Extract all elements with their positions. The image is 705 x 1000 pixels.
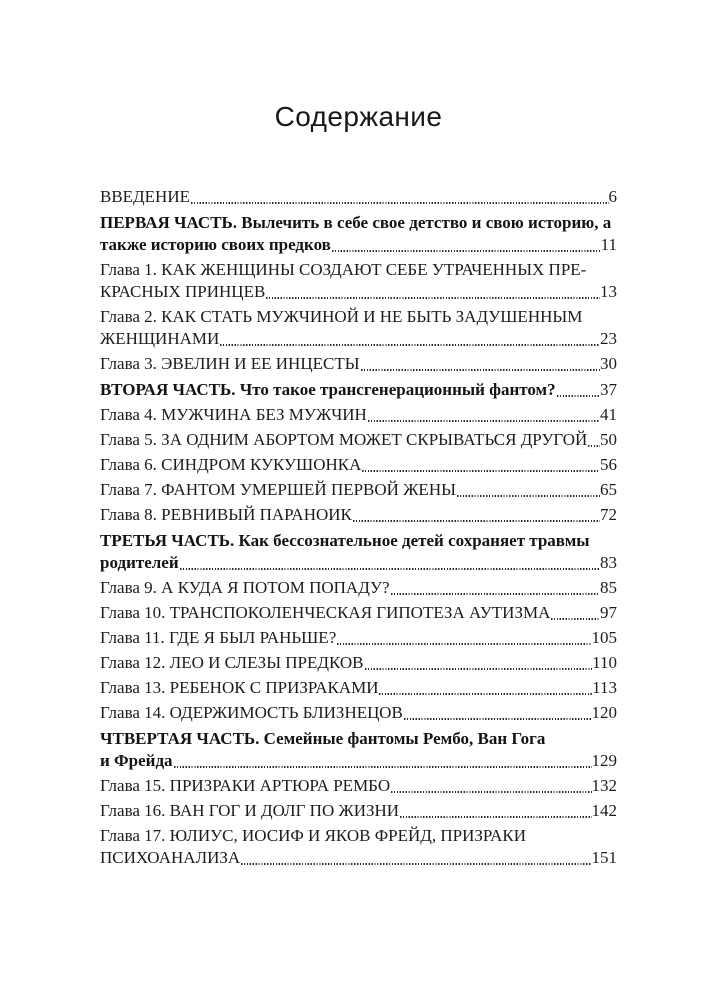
toc-entry <box>100 577 617 599</box>
toc-entry-last-line <box>100 281 617 303</box>
toc-entry-last-line <box>100 404 617 426</box>
toc-entry-line: Глава 17. ЮЛИУС, ИОСИФ И ЯКОВ ФРЕЙД, ПРИЗРАКИ <box>100 825 527 845</box>
toc-entry <box>100 728 617 772</box>
toc-entry-page-number: 72 <box>600 504 617 524</box>
toc-entry-page-number: 41 <box>600 404 617 424</box>
toc-entry-page-number: 85 <box>600 577 617 597</box>
dot-leader <box>379 693 592 695</box>
toc-entry-page-number: 37 <box>600 379 617 399</box>
toc-entry-text: ЖЕНЩИНАМИ <box>100 328 220 348</box>
page-title: Содержание <box>274 101 443 132</box>
dot-leader <box>220 344 600 346</box>
toc-entry-last-line <box>100 775 617 797</box>
dot-leader <box>361 369 600 371</box>
toc-entry-last-line <box>100 750 617 772</box>
toc-entry-text: родителей <box>100 552 179 572</box>
toc-entry-page-number: 56 <box>600 454 617 474</box>
toc-entry-text: Глава 11. ГДЕ Я БЫЛ РАНЬШЕ? <box>100 627 337 647</box>
toc-entry-last-line <box>100 479 617 501</box>
toc-entry <box>100 429 617 451</box>
toc-entry-line: Глава 2. КАК СТАТЬ МУЖЧИНОЙ И НЕ БЫТЬ ЗАДУШЕННЫМ <box>100 306 583 326</box>
toc-entry-page-number: 129 <box>591 750 617 770</box>
dot-leader <box>404 718 592 720</box>
toc-entry-text: Глава 4. МУЖЧИНА БЕЗ МУЖЧИН <box>100 404 367 424</box>
dot-leader <box>400 816 591 818</box>
toc-entry-last-line <box>100 454 617 476</box>
toc-entry <box>100 479 617 501</box>
toc-entry <box>100 800 617 822</box>
toc-entry-page-number: 23 <box>600 328 617 348</box>
toc-entry-page-number: 6 <box>608 186 617 206</box>
toc-entry-page-number: 120 <box>591 702 617 722</box>
toc-entry-text: Глава 10. ТРАНСПОКОЛЕНЧЕСКАЯ ГИПОТЕЗА АУТИЗМА <box>100 602 551 622</box>
toc-entry <box>100 677 617 699</box>
toc-entry-line: ПЕРВАЯ ЧАСТЬ. Вылечить в себе свое детство и свою историю, а <box>100 212 612 232</box>
toc-entry-text: Глава 16. ВАН ГОГ И ДОЛГ ПО ЖИЗНИ <box>100 800 400 820</box>
toc-entry <box>100 259 617 303</box>
toc-entry-last-line <box>100 602 617 624</box>
dot-leader <box>391 791 591 793</box>
toc-entry-last-line <box>100 677 617 699</box>
toc-entry-text: КРАСНЫХ ПРИНЦЕВ <box>100 281 266 301</box>
dot-leader <box>557 395 600 397</box>
toc-entry <box>100 404 617 426</box>
dot-leader <box>332 250 601 252</box>
toc-entry <box>100 186 617 208</box>
toc-entry-last-line <box>100 847 617 869</box>
toc-entry-page-number: 132 <box>591 775 617 795</box>
toc-entry <box>100 379 617 401</box>
dot-leader <box>457 495 600 497</box>
toc-entry-page-number: 151 <box>591 847 617 867</box>
toc-entry-text: также историю своих предков <box>100 234 331 254</box>
toc-entry-text: Глава 6. СИНДРОМ КУКУШОНКА <box>100 454 362 474</box>
toc-entry-page-number: 50 <box>600 429 617 449</box>
toc-entry-page-number: 83 <box>600 552 617 572</box>
dot-leader <box>362 470 600 472</box>
dot-leader <box>191 202 609 204</box>
toc-entry-text: Глава 13. РЕБЕНОК С ПРИЗРАКАМИ <box>100 677 379 697</box>
toc-entry <box>100 454 617 476</box>
toc-entry-page-number: 11 <box>600 234 617 254</box>
toc-entry <box>100 353 617 375</box>
toc-entry-text: ВВЕДЕНИЕ <box>100 186 190 206</box>
toc-entry-text: Глава 7. ФАНТОМ УМЕРШЕЙ ПЕРВОЙ ЖЕНЫ <box>100 479 456 499</box>
toc-list <box>100 186 617 869</box>
dot-leader <box>551 618 600 620</box>
dot-leader <box>180 568 600 570</box>
toc-entry-line: ТРЕТЬЯ ЧАСТЬ. Как бессознательное детей сохраняет травмы <box>100 530 590 550</box>
toc-entry-line: Глава 1. КАК ЖЕНЩИНЫ СОЗДАЮТ СЕБЕ УТРАЧЕННЫХ ПРЕ- <box>100 259 587 279</box>
toc-entry-text: Глава 3. ЭВЕЛИН И ЕЕ ИНЦЕСТЫ <box>100 353 360 373</box>
toc-entry-last-line <box>100 627 617 649</box>
dot-leader <box>368 420 600 422</box>
toc-entry-text: Глава 15. ПРИЗРАКИ АРТЮРА РЕМБО <box>100 775 391 795</box>
toc-entry-text: Глава 5. ЗА ОДНИМ АБОРТОМ МОЖЕТ СКРЫВАТЬСЯ ДРУГОЙ <box>100 429 588 449</box>
toc-entry <box>100 825 617 869</box>
toc-entry-page-number: 110 <box>592 652 617 672</box>
toc-entry-text: и Фрейда <box>100 750 173 770</box>
dot-leader <box>241 863 591 865</box>
toc-entry-last-line <box>100 702 617 724</box>
toc-entry-text: Глава 9. А КУДА Я ПОТОМ ПОПАДУ? <box>100 577 390 597</box>
toc-entry <box>100 627 617 649</box>
toc-entry <box>100 504 617 526</box>
toc-entry-text: ВТОРАЯ ЧАСТЬ. Что такое трансгенерационный фантом? <box>100 379 556 399</box>
toc-entry <box>100 306 617 350</box>
toc-entry-last-line <box>100 577 617 599</box>
toc-entry-page-number: 13 <box>600 281 617 301</box>
dot-leader <box>266 297 600 299</box>
toc-entry-last-line <box>100 800 617 822</box>
toc-entry-last-line <box>100 652 617 674</box>
toc-entry-page-number: 142 <box>591 800 617 820</box>
dot-leader <box>353 520 600 522</box>
toc-entry-page-number: 65 <box>600 479 617 499</box>
toc-entry-last-line <box>100 379 617 401</box>
toc-entry-page-number: 105 <box>591 627 617 647</box>
dot-leader <box>174 766 592 768</box>
dot-leader <box>337 643 591 645</box>
toc-entry-page-number: 30 <box>600 353 617 373</box>
toc-entry-last-line <box>100 328 617 350</box>
toc-entry <box>100 530 617 574</box>
toc-entry-text: Глава 8. РЕВНИВЫЙ ПАРАНОИК <box>100 504 352 524</box>
toc-entry-text: Глава 14. ОДЕРЖИМОСТЬ БЛИЗНЕЦОВ <box>100 702 403 722</box>
toc-entry-last-line <box>100 552 617 574</box>
toc-entry <box>100 212 617 256</box>
toc-entry <box>100 702 617 724</box>
dot-leader <box>391 593 600 595</box>
toc-entry-page-number: 113 <box>592 677 617 697</box>
toc-entry-line: ЧТВЕРТАЯ ЧАСТЬ. Семейные фантомы Рембо, Ван Гога <box>100 728 546 748</box>
toc-entry-last-line <box>100 353 617 375</box>
toc-entry-last-line <box>100 234 617 256</box>
toc-entry-text: Глава 12. ЛЕО И СЛЕЗЫ ПРЕДКОВ <box>100 652 364 672</box>
toc-entry <box>100 775 617 797</box>
toc-entry <box>100 602 617 624</box>
toc-entry <box>100 652 617 674</box>
toc-entry-page-number: 97 <box>600 602 617 622</box>
dot-leader <box>365 668 593 670</box>
toc-entry-last-line <box>100 186 617 208</box>
toc-entry-last-line <box>100 429 617 451</box>
dot-leader <box>588 445 600 447</box>
toc-entry-text: ПСИХОАНАЛИЗА <box>100 847 241 867</box>
toc-entry-last-line <box>100 504 617 526</box>
